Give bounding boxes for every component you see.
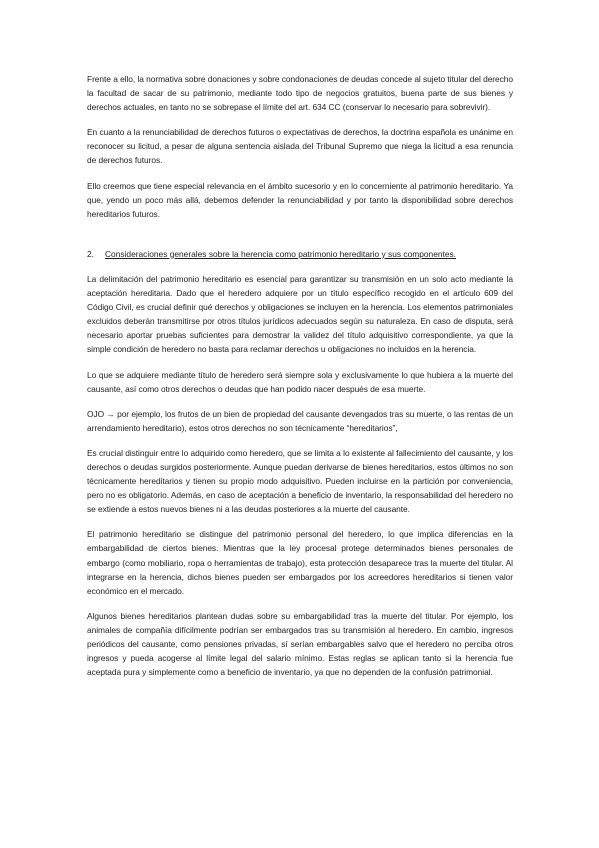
paragraph: OJO → por ejemplo, los frutos de un bien de propiedad del causante devengados tras su muerte, o las rentas de un arrendamiento hereditario), estos otros derechos no son técnicamente “hereditarios”, — [87, 408, 513, 433]
paragraph: En cuanto a la renunciabilidad de derechos futuros o expectativas de derechos, la doctrina española es unánime en reconocer su licitud, a pesar de alguna sentencia aislada del Tribunal Supremo que niega la licitud a esa renuncia de derechos futuros. — [87, 127, 513, 166]
paragraph: Frente a ello, la normativa sobre donaciones y sobre condonaciones de deudas concede al sujeto titular del derecho la facultad de sacar de su patrimonio, mediante todo tipo de negocios gratuitos, buena parte de sus bienes y derechos actuales, en tanto no se sobrepase el límite del art. 634 CC (conservar lo necesario para sobrevivir). — [87, 74, 513, 113]
paragraph: Lo que se adquiere mediante título de heredero será siempre sola y exclusivamente lo que hubiera a la muerte del causante, así como otros derechos o deudas que han podido nacer después de esa muerte. — [87, 369, 513, 394]
paragraph: Algunos bienes hereditarios plantean dudas sobre su embargabilidad tras la muerte del titular. Por ejemplo, los animales de compañía difícilmente podrían ser embargados tras su transmisión al heredero. En cambio, ingresos periódicos del causante, como pensiones privadas, sí serían embargables salvo que el heredero no perciba otros ingresos y pueda acogerse al límite legal del salario mínimo. Estas reglas se aplican tanto si la herencia fue aceptada pura y simplemente como a beneficio de inventario, ya que no dependen de la confusión patrimonial. — [87, 610, 513, 678]
paragraph: Ello creemos que tiene especial relevancia en el ámbito sucesorio y en lo concerniente al patrimonio hereditario. Ya que, yendo un poco más allá, debemos defender la renunciabilidad y por tanto la disponibilidad sobre derechos hereditarios futuros. — [87, 180, 513, 219]
section-heading — [87, 247, 513, 261]
paragraph: La delimitación del patrimonio hereditario es esencial para garantizar su transmisión en un solo acto mediante la aceptación hereditaria. Dado que el heredero adquiere por un título específico recogido en el artículo 609 del Código Civil, es crucial definir qué derechos y obligaciones se incluyen en la herencia. Los elementos patrimoniales excluidos deberán transmitirse por otros títulos jurídicos adecuados según su naturaleza. En caso de disputa, será necesario aportar pruebas suficientes para demostrar la validez del título adquisitivo correspondiente, ya que la simple condición de heredero no basta para reclamar derechos u obligaciones no incluidos en la herencia. — [87, 273, 513, 355]
section-number: 2. — [87, 248, 94, 259]
paragraph: El patrimonio hereditario se distingue del patrimonio personal del heredero, lo que implica diferencias en la embargabilidad de ciertos bienes. Mientras que la ley procesal protege determinados bienes personales de embargo (como mobiliario, ropa o herramientas de trabajo), esta protección desaparece tras la muerte del titular. Al integrarse en la herencia, dichos bienes pueden ser embargados por los acreedores hereditarios si tienen valor económico en el mercado. — [87, 529, 513, 596]
section-title: Consideraciones generales sobre la herencia como patrimonio hereditario y sus componentes. — [105, 248, 457, 259]
paragraph: Es crucial distinguir entre lo adquirido como heredero, que se limita a lo existente al fallecimiento del causante, y los derechos o deudas surgidos posteriormente. Aunque puedan derivarse de bienes hereditarios, estos últimos no son técnicamente hereditarios y tienen su propio modo adquisitivo. Pueden incluirse en la partición por conveniencia, pero no es obligatorio. Además, en caso de aceptación a beneficio de inventario, la responsabilidad del heredero no se extiende a estos nuevos bienes ni a las deudas posteriores a la muerte del causante. — [87, 447, 513, 515]
